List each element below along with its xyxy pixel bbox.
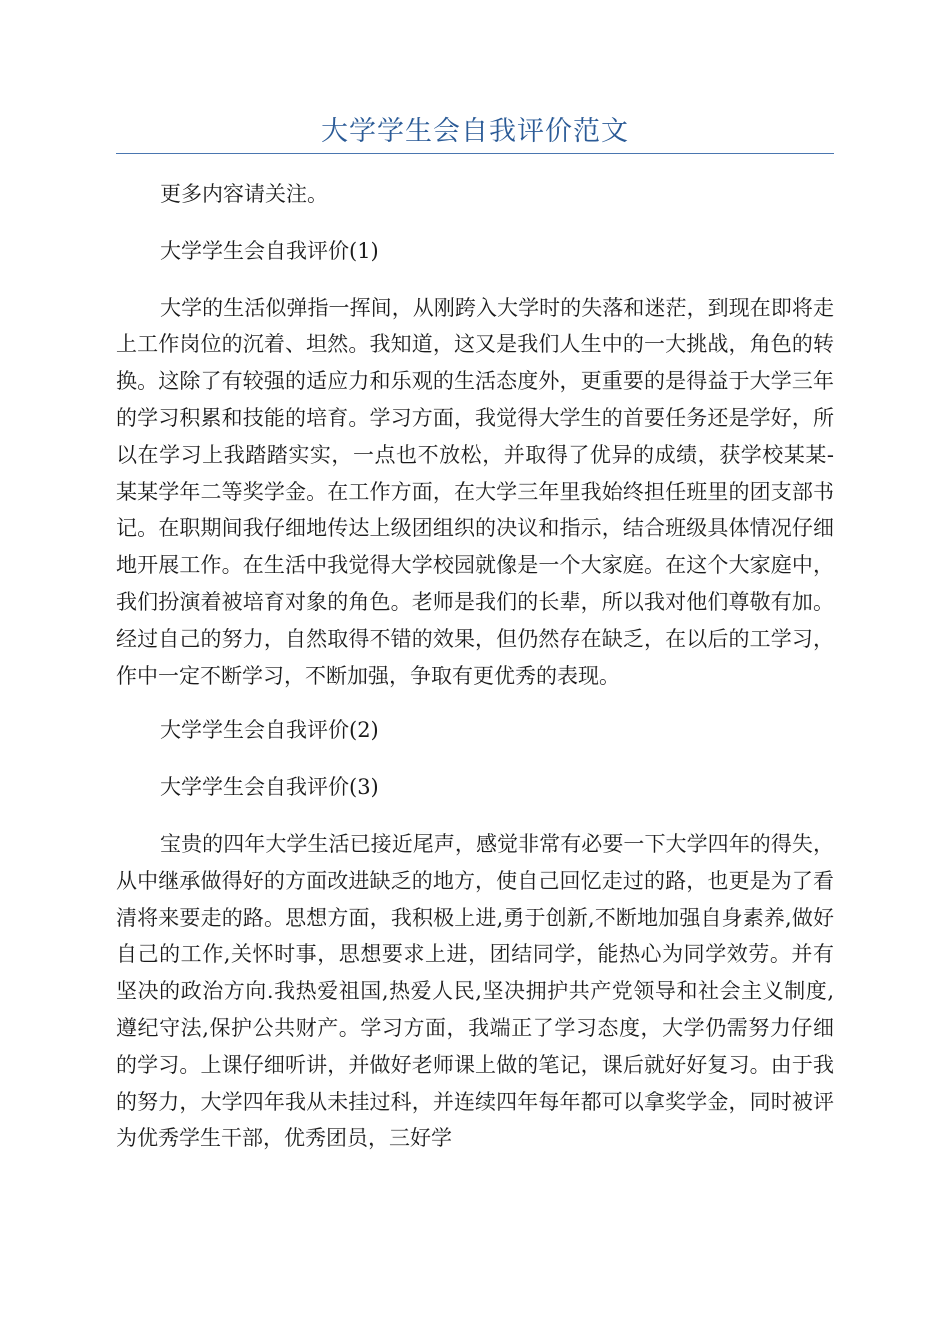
document-body (116, 176, 834, 1175)
body-paragraph-1: 大学的生活似弹指一挥间，从刚跨入大学时的失落和迷茫，到现在即将走上工作岗位的沉着、坦然。我知道，这又是我们人生中的一大挑战，角色的转换。这除了有较强的适应力和乐观的生活态度外，更重要的是得益于大学三年的学习积累和技能的培育。学习方面，我觉得大学生的首要任务还是学好，所以在学习上我踏踏实实，一点也不放松，并取得了优异的成绩，获学校某某-某某学年二等奖学金。在工作方面，在大学三年里我始终担任班里的团支部书记。在职期间我仔细地传达上级团组织的决议和指示，结合班级具体情况仔细地开展工作。在生活中我觉得大学校园就像是一个大家庭。在这个大家庭中，我们扮演着被培育对象的角色。老师是我们的长辈，所以我对他们尊敬有加。经过自己的努力，自然取得不错的效果，但仍然存在缺乏，在以后的工学习，作中一定不断学习，不断加强，争取有更优秀的表现。 (116, 295, 834, 688)
title-underline (116, 153, 834, 154)
section-heading-3: 大学学生会自我评价(3) (160, 775, 379, 800)
section-heading-2: 大学学生会自我评价(2) (160, 718, 379, 743)
intro-paragraph: 更多内容请关注。 (160, 182, 328, 206)
section-heading-1: 大学学生会自我评价(1) (160, 238, 379, 263)
document-title: 大学学生会自我评价范文 (321, 116, 629, 147)
body-paragraph-3: 宝贵的四年大学生活已接近尾声，感觉非常有必要一下大学四年的得失，从中继承做得好的方面改进缺乏的地方，使自己回忆走过的路，也更是为了看清将来要走的路。思想方面，我积极上进,勇于创新,不断地加强自身素养,做好自己的工作,关怀时事，思想要求上进，团结同学，能热心为同学效劳。并有坚决的政治方向.我热爱祖国,热爱人民,坚决拥护共产党领导和社会主义制度,遵纪守法,保护公共财产。学习方面，我端正了学习态度，大学仍需努力仔细的学习。上课仔细听讲，并做好老师课上做的笔记，课后就好好复习。由于我的努力，大学四年我从未挂过科，并连续四年每年都可以拿奖学金，同时被评为优秀学生干部，优秀团员，三好学 (116, 831, 834, 1151)
